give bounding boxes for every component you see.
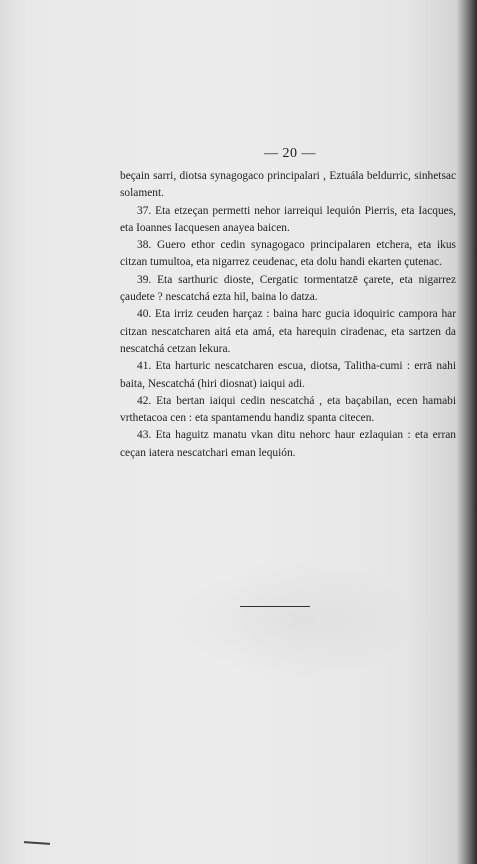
spine-shadow [457, 0, 477, 864]
verse-42: 42. Eta bertan iaiqui cedin nescatchá , eta baçabilan, ecen hamabi vrthetacoa cen : eta spantamendu handiz spanta citecen. [120, 394, 456, 425]
verse-43: 43. Eta haguitz manatu vkan ditu nehorc haur ezlaquian : eta erran ceçan iatera nescatchari eman lequión. [120, 429, 456, 459]
paragraph-continuation: beçain sarri, diotsa synagogaco principalari , Eztuála beldurric, sinhetsac solament. [120, 170, 456, 200]
verse-39: 39. Eta sarthuric dioste, Cergatic tormentatzē çarete, eta nigarrez çaudete ? nescatchá ezta hil, baina lo datza. [120, 273, 456, 304]
body-text [120, 168, 456, 462]
section-divider-rule [240, 606, 310, 607]
verse-38: 38. Guero ethor cedin synagogaco principalaren etchera, eta ikus citzan tumultoa, eta nigarrez ceudenac, eta dolu handi ekarten çutenac. [120, 239, 456, 269]
show-through-stain [170, 560, 430, 680]
verse-41: 41. Eta harturic nescatcharen escua, diotsa, Talitha-cumi : errā nahi baita, Nescatchá (hiri diosnat) iaiqui adi. [120, 360, 456, 390]
margin-mark [24, 841, 50, 845]
verse-40: 40. Eta irriz ceuden harçaz : baina harc gucia idoquiric campora har citzan nescatcharen aitá eta amá, eta harequin ciradenac, eta sartzen da nescatchá cetzan lekura. [120, 308, 456, 355]
verse-37: 37. Eta etzeçan permetti nehor iarreiqui lequión Pierris, eta Iacques, eta Ioannes Iacquesen anayea baicen. [120, 204, 456, 234]
page-number: — 20 — [264, 146, 316, 161]
